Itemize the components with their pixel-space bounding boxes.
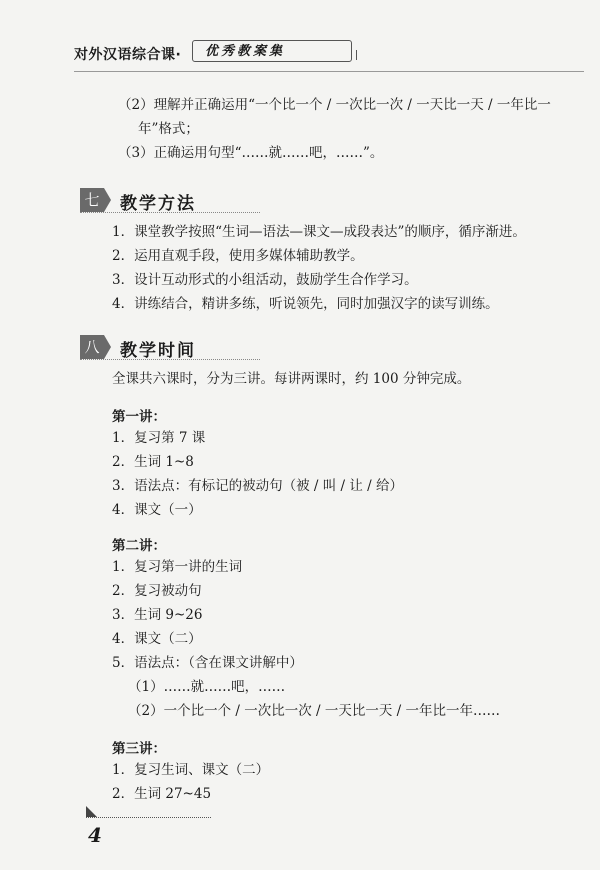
- lecture-2-item: 5．语法点：（含在课文讲解中）: [112, 655, 303, 671]
- section-title: 教学时间: [120, 341, 196, 361]
- lecture-2-title: 第二讲：: [112, 538, 166, 554]
- lecture-1-item: 3．语法点：有标记的被动句（被 / 叫 / 让 / 给）: [112, 478, 403, 494]
- time-summary: 全课共六课时，分为三讲。每讲两课时，约 100 分钟完成。: [112, 371, 471, 387]
- method-item: 2．运用直观手段，使用多媒体辅助教学。: [112, 248, 364, 264]
- footer-dotted-rule: [86, 817, 211, 818]
- lecture-2-subitem: （1）……就……吧，……: [128, 679, 286, 695]
- series-title: 对外汉语综合课·: [74, 47, 182, 63]
- section-title: 教学方法: [120, 194, 196, 214]
- lecture-2-item: 3．生词 9~26: [112, 607, 203, 623]
- section-dotted-rule: [80, 212, 260, 213]
- section-badge-arrow: [104, 335, 111, 359]
- section-number-badge: 八: [80, 335, 104, 359]
- brand-box-tail: [350, 50, 357, 60]
- method-item: 1．课堂教学按照“生词—语法—课文—成段表达”的顺序，循序渐进。: [112, 224, 526, 240]
- lecture-1-item: 2．生词 1~8: [112, 454, 194, 470]
- lecture-3-title: 第三讲：: [112, 741, 166, 757]
- lecture-1-item: 4．课文（一）: [112, 502, 202, 518]
- section-badge-arrow: [104, 188, 111, 212]
- section-number-badge: 七: [80, 188, 104, 212]
- lecture-1-item: 1．复习第 7 课: [112, 430, 206, 446]
- objective-2-line-2: 年”格式；: [138, 121, 199, 137]
- lecture-2-item: 1．复习第一讲的生词: [112, 559, 243, 575]
- objective-3: （3）正确运用句型“……就……吧，……”。: [118, 145, 384, 161]
- footer-triangle-icon: [86, 806, 97, 817]
- method-item: 4．讲练结合，精讲多练，听说领先，同时加强汉字的读写训练。: [112, 296, 499, 312]
- lecture-3-item: 2．生词 27~45: [112, 786, 212, 802]
- method-item: 3．设计互动形式的小组活动，鼓励学生合作学习。: [112, 272, 418, 288]
- objective-2-line-1: （2）理解并正确运用“一个比一个 / 一次比一次 / 一天比一天 / 一年比一: [118, 97, 551, 113]
- series-brand-box: 优秀教案集: [192, 40, 352, 62]
- header-rule: [74, 71, 584, 72]
- lecture-2-item: 2．复习被动句: [112, 583, 202, 599]
- lecture-2-item: 4．课文（二）: [112, 631, 202, 647]
- lecture-1-title: 第一讲：: [112, 409, 166, 425]
- lecture-2-subitem: （2）一个比一个 / 一次比一次 / 一天比一天 / 一年比一年……: [128, 703, 500, 719]
- section-dotted-rule: [80, 359, 260, 360]
- lecture-3-item: 1．复习生词、课文（二）: [112, 762, 270, 778]
- page-number: 4: [88, 823, 102, 847]
